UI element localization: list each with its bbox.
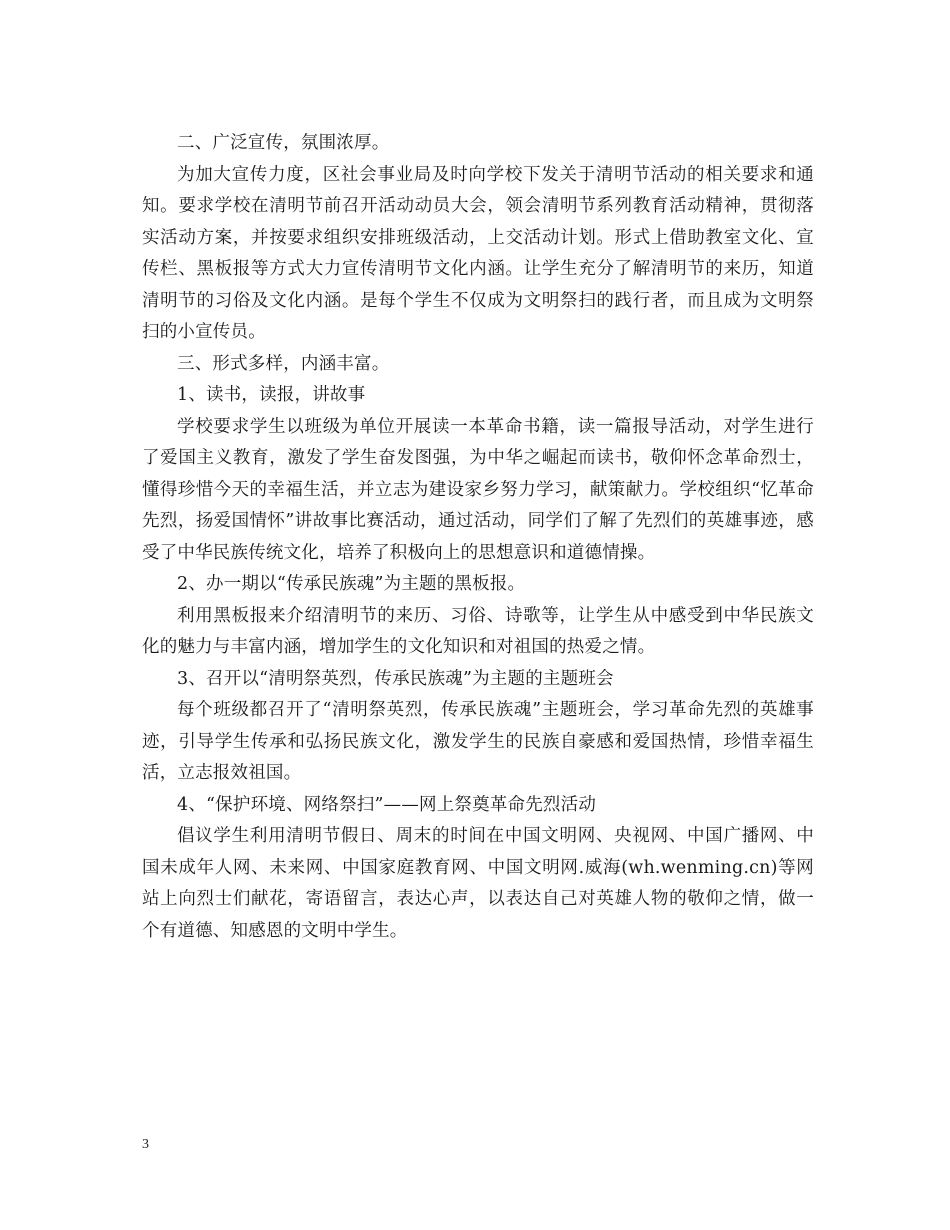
paragraph-publicity: 为加大宣传力度，区社会事业局及时向学校下发关于清明节活动的相关要求和通知。要求学校在清明节前召开活动动员大会，领会清明节系列教育活动精神，贯彻落实活动方案，并按要求组织安排班级活动，上交活动计划。形式上借助教室文化、宣传栏、黑板报等方式大力宣传清明节文化内涵。让学生充分了解清明节的来历，知道清明节的习俗及文化内涵。是每个学生不仅成为文明祭扫的践行者，而且成为文明祭扫的小宣传员。 — [142, 164, 814, 342]
subheading-blackboard: 2、办一期以“传承民族魂”为主题的黑板报。 — [177, 574, 526, 594]
subheading-reading: 1、读书，读报，讲故事 — [177, 385, 366, 405]
document-body — [142, 128, 814, 947]
subheading-online-tribute: 4、“保护环境、网络祭扫”——网上祭奠革命先烈活动 — [177, 794, 597, 815]
paragraph-online-tribute: 倡议学生利用清明节假日、周末的时间在中国文明网、央视网、中国广播网、中国未成年人网、未来网、中国家庭教育网、中国文明网.威海(wh.wenming.cn)等网站上向烈士们献花，寄语留言，表达心声，以表达自己对英雄人物的敬仰之情，做一个有道德、知感恩的文明中学生。 — [142, 826, 814, 941]
section-heading-3: 三、形式多样，内涵丰富。 — [177, 353, 390, 374]
page-number: 3 — [142, 1137, 149, 1152]
paragraph-class-meeting: 每个班级都召开了“清明祭英烈，传承民族魂”主题班会，学习革命先烈的英雄事迹，引导学生传承和弘扬民族文化，激发学生的民族自豪感和爱国热情，珍惜幸福生活，立志报效祖国。 — [142, 700, 814, 783]
section-heading-2: 二、广泛宣传，氛围浓厚。 — [177, 133, 390, 153]
paragraph-blackboard: 利用黑板报来介绍清明节的来历、习俗、诗歌等，让学生从中感受到中华民族文化的魅力与丰富内涵，增加学生的文化知识和对祖国的热爱之情。 — [142, 605, 814, 657]
paragraph-reading: 学校要求学生以班级为单位开展读一本革命书籍，读一篇报导活动，对学生进行了爱国主义教育，激发了学生奋发图强，为中华之崛起而读书，敬仰怀念革命烈士，懂得珍惜今天的幸福生活，并立志为建设家乡努力学习，献策献力。学校组织“忆革命先烈，扬爱国情怀”讲故事比赛活动，通过活动，同学们了解了先烈们的英雄事迹，感受了中华民族传统文化，培养了积极向上的思想意识和道德情操。 — [142, 416, 814, 563]
subheading-class-meeting: 3、召开以“清明祭英烈，传承民族魂”为主题的主题班会 — [177, 668, 614, 689]
